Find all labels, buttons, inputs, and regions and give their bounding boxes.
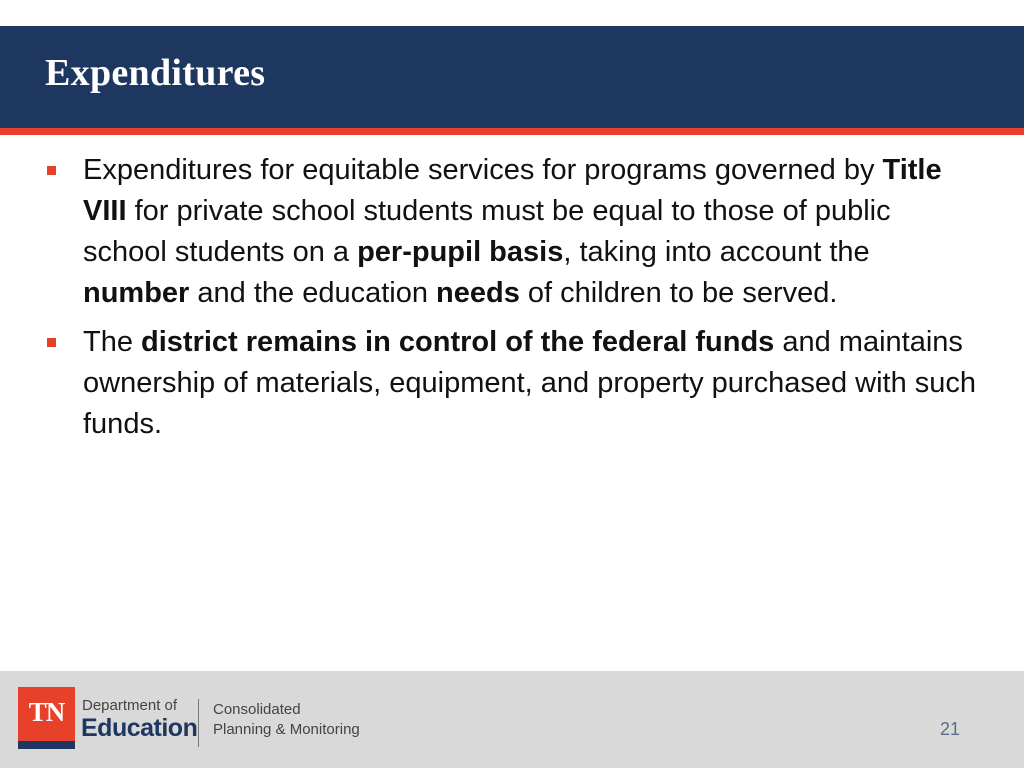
title-underline-rule bbox=[0, 128, 1024, 135]
bullet-0-seg-5: number bbox=[83, 277, 190, 309]
bullet-0-seg-3: per-pupil basis bbox=[357, 236, 564, 268]
office-name-line1: Consolidated bbox=[213, 701, 301, 718]
bullet-1-seg-1: district remains in control of the federal funds bbox=[141, 326, 775, 358]
logo-divider bbox=[198, 699, 199, 747]
square-bullet-icon bbox=[47, 338, 56, 347]
page-number: 21 bbox=[939, 719, 960, 739]
slide-footer bbox=[0, 671, 1024, 768]
tn-education-logo bbox=[18, 687, 378, 753]
bullet-0-seg-7: needs bbox=[436, 277, 520, 309]
tn-badge-stripe bbox=[18, 741, 75, 749]
dept-name-line1: Department of bbox=[82, 697, 178, 714]
square-bullet-icon bbox=[47, 166, 56, 175]
dept-name-line2: Education bbox=[81, 714, 198, 742]
slide-title: Expenditures bbox=[45, 52, 266, 94]
bullet-0-seg-1: Title VIII bbox=[83, 154, 942, 227]
bullet-0-seg-8: of children to be served. bbox=[519, 277, 838, 309]
bullet-0-seg-4: , taking into account the bbox=[563, 236, 870, 268]
bullet-item bbox=[45, 150, 980, 314]
bullet-0-seg-2: for private school students must be equal to those of public school students on a bbox=[83, 195, 891, 268]
office-name-line2: Planning & Monitoring bbox=[213, 721, 360, 738]
tn-badge-text: TN bbox=[28, 697, 65, 727]
bullet-0-seg-6: and the education bbox=[189, 277, 437, 309]
bullet-1-seg-2: and maintains ownership of materials, equipment, and property purchased with such funds. bbox=[83, 326, 977, 440]
bullet-0-seg-0: Expenditures for equitable services for programs governed by bbox=[83, 154, 883, 186]
tn-badge-icon bbox=[18, 687, 75, 749]
slide-body bbox=[45, 150, 980, 453]
bullet-item bbox=[45, 322, 980, 445]
bullet-1-seg-0: The bbox=[83, 326, 142, 358]
